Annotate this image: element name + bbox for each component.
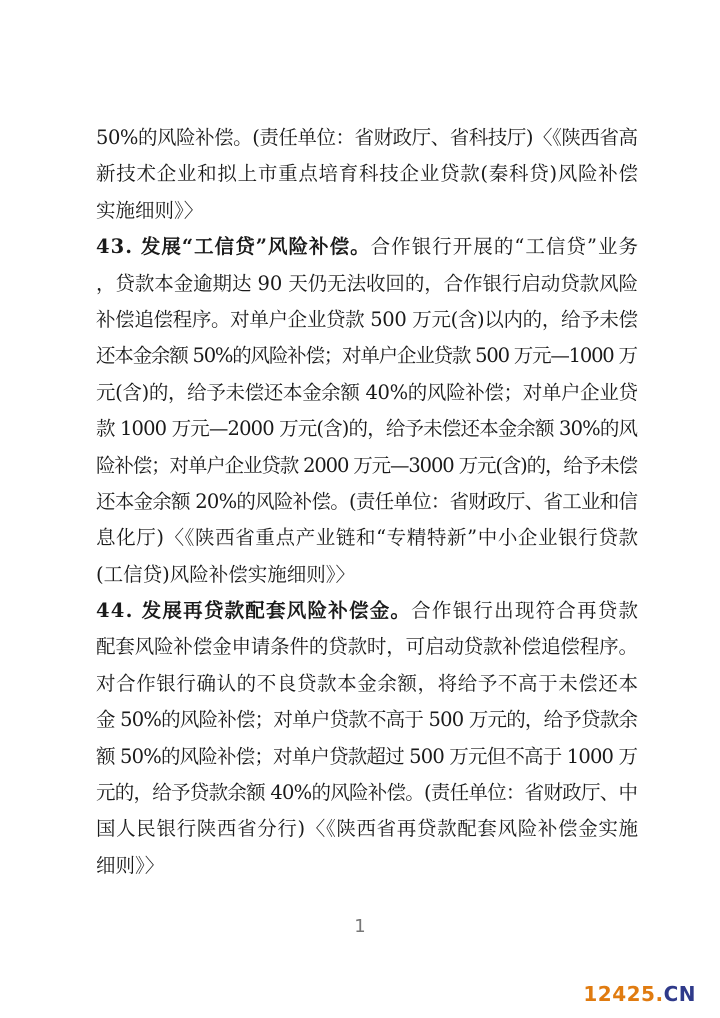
text-line	[96, 266, 638, 302]
line-text: 额 50%的风险补偿；对单户贷款超过 500 万元但不高于 1000 万	[96, 744, 638, 768]
text-line	[96, 120, 638, 156]
line-text: 金 50%的风险补偿；对单户贷款不高于 500 万元的，给予贷款余	[96, 708, 638, 732]
line-text: 细则》〉	[96, 853, 165, 877]
text-line	[96, 156, 638, 192]
text-line	[96, 193, 638, 229]
text-line	[96, 484, 638, 520]
text-line	[96, 338, 638, 374]
line-text: 息化厅)〈《陕西省重点产业链和“专精特新”中小企业银行贷款	[96, 526, 639, 550]
text-line	[96, 448, 638, 484]
line-text: 国人民银行陕西省分行)〈《陕西省再贷款配套风险补偿金实施	[96, 817, 639, 841]
text-line	[96, 302, 638, 338]
site-watermark	[583, 982, 696, 1006]
text-line	[96, 629, 638, 665]
text-line	[96, 411, 638, 447]
text-line	[96, 229, 638, 265]
line-text: 合作银行出现符合再贷款	[411, 599, 640, 623]
line-text: 对合作银行确认的不良贷款本金余额，将给予不高于未偿还本	[96, 671, 639, 695]
line-text: 元的，给予贷款余额 40%的风险补偿。(责任单位：省财政厅、中	[96, 781, 638, 805]
text-line	[96, 848, 638, 884]
page-number: 1	[354, 916, 366, 937]
line-text: 配套风险补偿金申请条件的贷款时，可启动贷款补偿追偿程序。	[96, 635, 638, 659]
text-line	[96, 375, 638, 411]
line-text: 新技术企业和拟上市重点培育科技企业贷款(秦科贷)风险补偿	[96, 162, 639, 186]
watermark-number: 12425	[583, 982, 656, 1006]
text-line	[96, 811, 638, 847]
section-heading: 43. 发展“工信贷”风险补偿。	[96, 235, 371, 259]
text-line	[96, 520, 638, 556]
watermark-dot: .	[655, 982, 664, 1006]
line-text: ，贷款本金逾期达 90 天仍无法收回的，合作银行启动贷款风险	[96, 271, 638, 295]
line-text: 险补偿；对单户企业贷款 2000 万元—3000 万元(含)的，给予未偿	[96, 453, 637, 477]
line-text: 元(含)的，给予未偿还本金余额 40%的风险补偿；对单户企业贷	[96, 380, 638, 404]
text-line	[96, 557, 638, 593]
line-text: 还本金余额 20%的风险补偿。(责任单位：省财政厅、省工业和信	[96, 489, 638, 513]
text-line	[96, 702, 638, 738]
text-line	[96, 666, 638, 702]
line-text: 50%的风险补偿。(责任单位：省财政厅、省科技厅)〈《陕西省高	[96, 126, 638, 149]
document-body	[96, 120, 638, 884]
line-text: 款 1000 万元—2000 万元(含)的，给予未偿还本金余额 30%的风	[96, 417, 638, 441]
line-text: (工信贷)风险补偿实施细则》〉	[96, 562, 355, 586]
text-line	[96, 739, 638, 775]
text-line	[96, 775, 638, 811]
section-heading: 44. 发展再贷款配套风险补偿金。	[96, 599, 412, 623]
line-text: 实施细则》〉	[96, 198, 204, 222]
watermark-suffix: CN	[663, 982, 696, 1006]
line-text: 补偿追偿程序。对单户企业贷款 500 万元(含)以内的，给予未偿	[96, 307, 638, 331]
text-line	[96, 593, 638, 629]
line-text: 合作银行开展的“工信贷”业务	[370, 235, 640, 259]
line-text: 还本金余额 50%的风险补偿；对单户企业贷款 500 万元—1000 万	[96, 344, 637, 368]
